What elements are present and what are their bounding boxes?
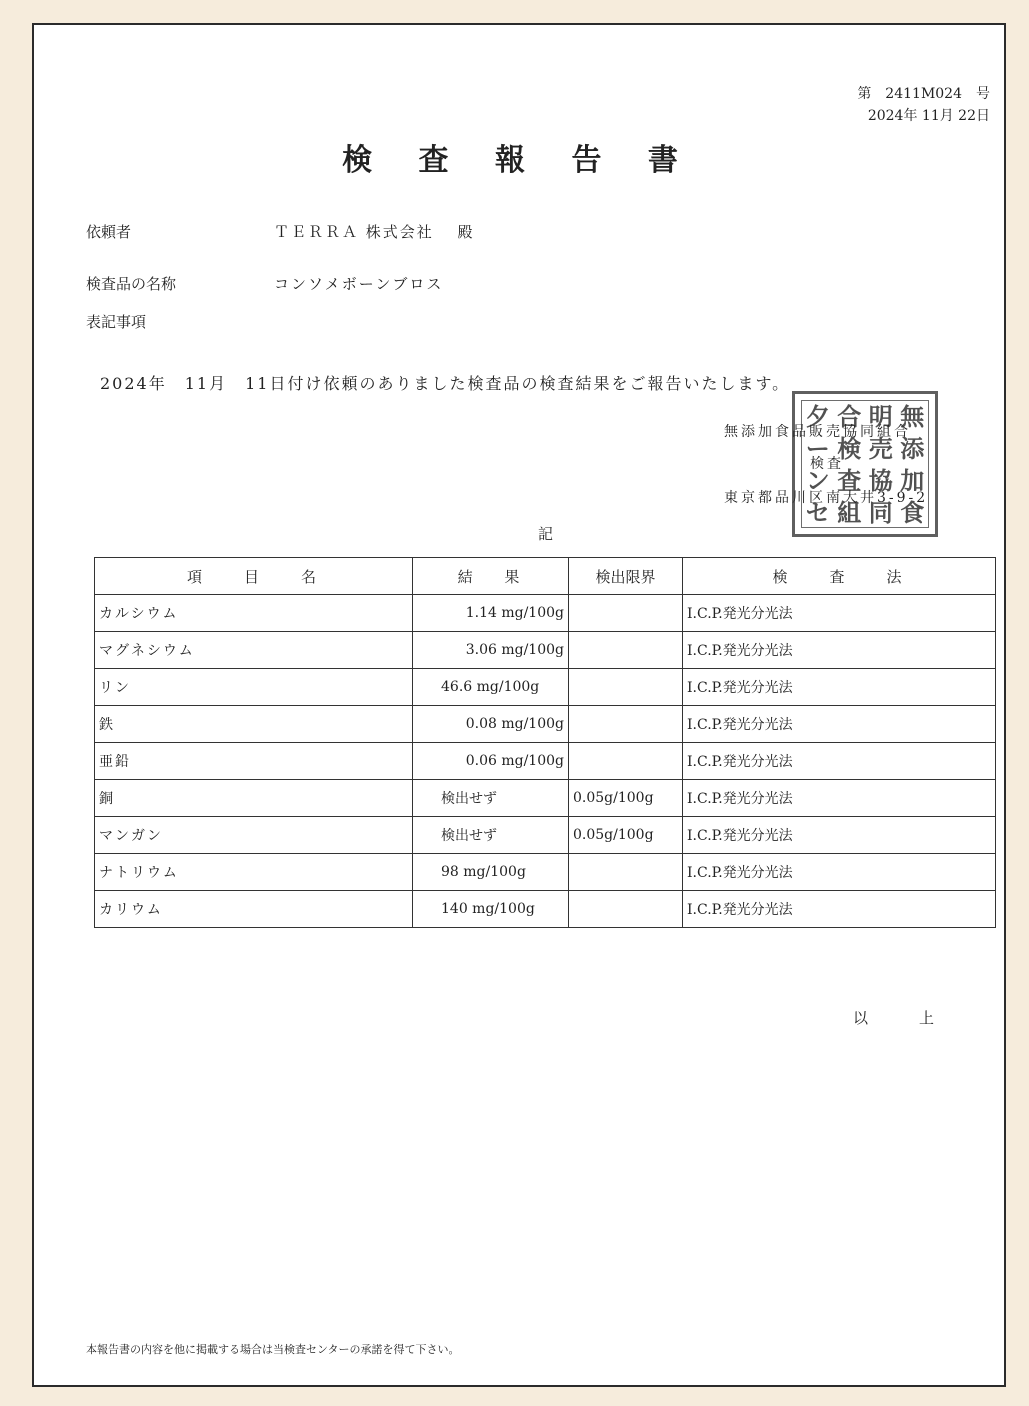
header-item-name: 項 目 名: [95, 558, 413, 595]
cell-test-method: I.C.P.発光分光法: [683, 743, 996, 780]
issuer-department: 検査: [810, 456, 844, 472]
issue-date: 2024年 11月 22日: [867, 108, 990, 124]
cell-detection-limit: 0.05g/100g: [569, 780, 683, 817]
seal-character: 検: [837, 434, 862, 463]
product-name-value: コンソメボーンブロス: [274, 275, 444, 293]
notation-label: 表記事項: [86, 313, 147, 331]
cell-test-method: I.C.P.発光分光法: [683, 595, 996, 632]
cell-detection-limit: 0.05g/100g: [569, 817, 683, 854]
header-result: 結 果: [413, 558, 569, 595]
closing-mark: 以 上: [852, 1009, 952, 1027]
cell-result: 3.06 mg/100g: [413, 632, 569, 669]
cell-detection-limit: [569, 595, 683, 632]
cell-result: 140 mg/100g: [413, 891, 569, 928]
cell-test-method: I.C.P.発光分光法: [683, 817, 996, 854]
cell-detection-limit: [569, 706, 683, 743]
issuer-organization: 無添加食品販売協同組合: [724, 424, 911, 440]
cell-item-name: リン: [95, 669, 413, 706]
cell-item-name: 銅: [95, 780, 413, 817]
seal-character: 協: [868, 466, 893, 495]
document-number: 第 2411M024 号: [857, 86, 990, 102]
report-title: 検 査 報 告 書: [342, 143, 696, 178]
table-row: [95, 669, 996, 706]
cell-result: 98 mg/100g: [413, 854, 569, 891]
results-table: [94, 557, 996, 928]
seal-character: 無: [900, 402, 925, 431]
table-row: [95, 817, 996, 854]
seal-character: 査: [837, 466, 862, 495]
seal-character: 合: [837, 402, 862, 431]
footer-note: 本報告書の内容を他に掲載する場合は当検査センターの承諾を得て下さい。: [86, 1343, 460, 1356]
seal-character: ー: [805, 434, 830, 463]
cell-result: 46.6 mg/100g: [413, 669, 569, 706]
table-row: [95, 854, 996, 891]
cell-test-method: I.C.P.発光分光法: [683, 854, 996, 891]
cell-item-name: カルシウム: [95, 595, 413, 632]
table-row: [95, 706, 996, 743]
seal-character: 食: [900, 498, 925, 527]
cell-item-name: マンガン: [95, 817, 413, 854]
table-row: [95, 632, 996, 669]
product-name-label: 検査品の名称: [86, 275, 177, 293]
cell-item-name: 亜鉛: [95, 743, 413, 780]
client-value: ＴＥＲＲＡ 株式会社 殿: [274, 223, 475, 241]
cell-result: 検出せず: [413, 780, 569, 817]
cell-test-method: I.C.P.発光分光法: [683, 632, 996, 669]
table-row: [95, 595, 996, 632]
seal-character: 組: [837, 498, 862, 527]
cell-result: 1.14 mg/100g: [413, 595, 569, 632]
cell-item-name: マグネシウム: [95, 632, 413, 669]
table-row: [95, 743, 996, 780]
cell-detection-limit: [569, 854, 683, 891]
cell-result: 0.08 mg/100g: [413, 706, 569, 743]
cell-item-name: ナトリウム: [95, 854, 413, 891]
cell-result: 検出せず: [413, 817, 569, 854]
seal-character: セ: [805, 498, 830, 527]
header-test-method: 検 査 法: [683, 558, 996, 595]
document-number-block: [857, 83, 990, 127]
cell-detection-limit: [569, 669, 683, 706]
client-label: 依頼者: [86, 223, 132, 241]
seal-character: 添: [900, 434, 925, 463]
cell-detection-limit: [569, 743, 683, 780]
report-page: [32, 23, 1006, 1387]
cell-test-method: I.C.P.発光分光法: [683, 706, 996, 743]
seal-character: 夕: [805, 402, 830, 431]
cell-test-method: I.C.P.発光分光法: [683, 669, 996, 706]
cell-test-method: I.C.P.発光分光法: [683, 891, 996, 928]
seal-character: 明: [868, 402, 893, 431]
seal-character: ン: [805, 466, 830, 495]
cell-test-method: I.C.P.発光分光法: [683, 780, 996, 817]
table-row: [95, 780, 996, 817]
seal-character: 同: [868, 498, 893, 527]
ki-marker: 記: [538, 525, 554, 543]
cell-item-name: カリウム: [95, 891, 413, 928]
table-row: [95, 891, 996, 928]
report-statement: 2024年 11月 11日付け依頼のありました検査品の検査結果をご報告いたします。: [100, 374, 791, 393]
cell-item-name: 鉄: [95, 706, 413, 743]
cell-result: 0.06 mg/100g: [413, 743, 569, 780]
issuer-address: 東京都品川区南大井3-9-2: [724, 490, 929, 506]
header-detection-limit: 検出限界: [569, 558, 683, 595]
cell-detection-limit: [569, 891, 683, 928]
seal-character: 加: [900, 466, 925, 495]
seal-character: 売: [868, 434, 893, 463]
table-header-row: [95, 558, 996, 595]
cell-detection-limit: [569, 632, 683, 669]
